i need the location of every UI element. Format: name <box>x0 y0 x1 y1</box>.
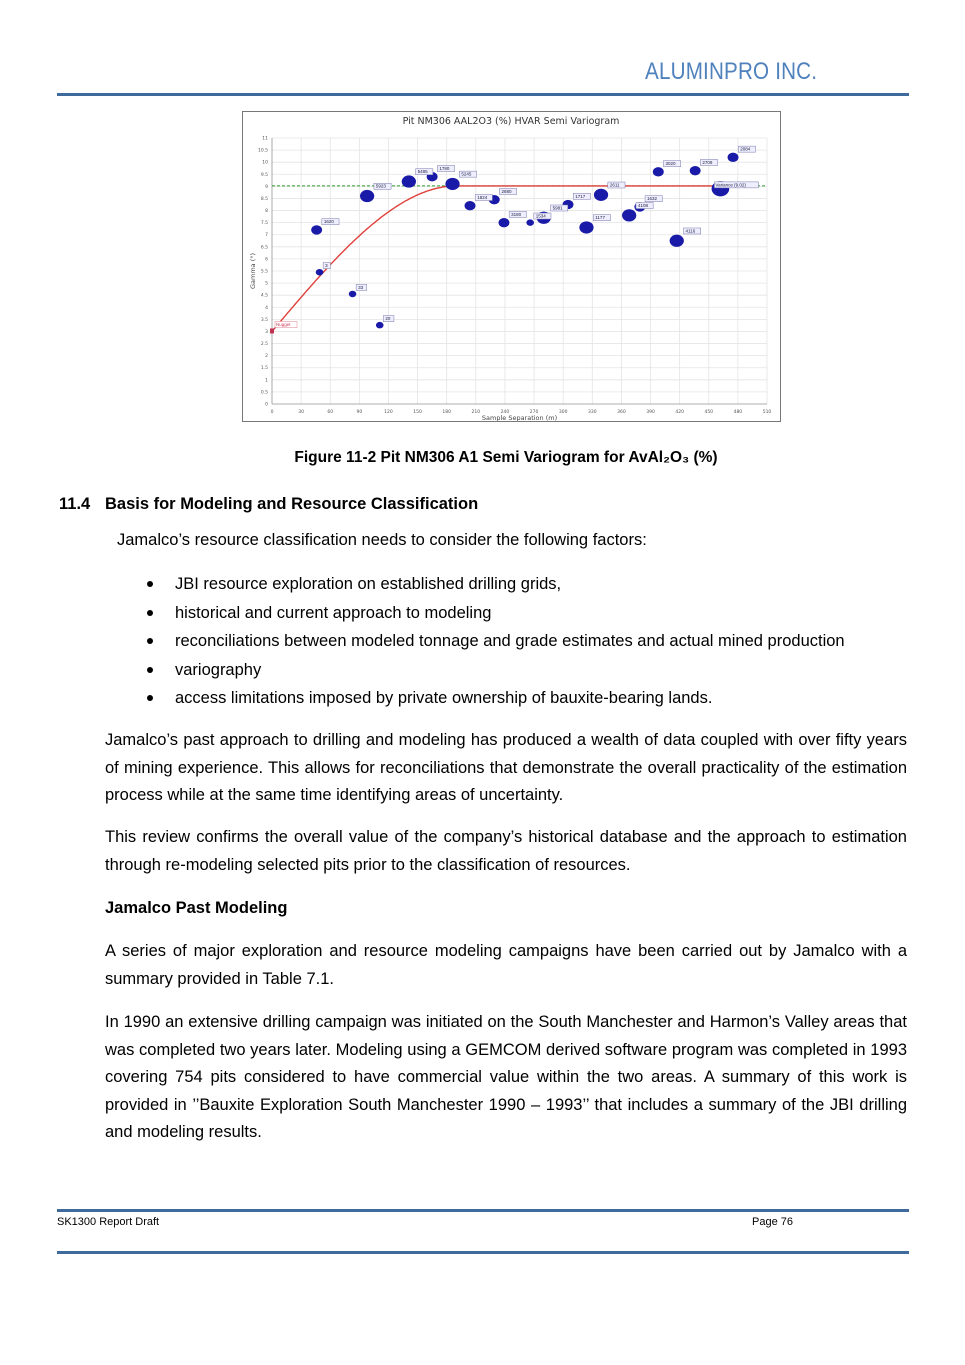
point-label: 2084 <box>740 146 751 152</box>
x-tick-label: 150 <box>413 410 422 415</box>
y-tick-label: 0 <box>265 402 268 408</box>
x-tick-label: 180 <box>442 410 452 415</box>
variogram-chart <box>242 111 781 422</box>
point-label: 2709 <box>702 159 713 165</box>
x-tick-label: 360 <box>617 410 626 415</box>
data-point <box>690 166 701 175</box>
y-tick-label: 8.5 <box>260 196 268 202</box>
data-point <box>622 209 636 221</box>
footer-rule-top <box>57 1209 909 1212</box>
data-point <box>376 322 384 328</box>
y-tick-label: 7.5 <box>260 221 268 227</box>
x-tick-label: 480 <box>733 410 743 415</box>
y-tick-label: 1.5 <box>260 366 268 372</box>
x-tick-label: 300 <box>558 410 568 415</box>
sill-label: Variance (9.02) <box>715 182 746 188</box>
y-tick-label: 11 <box>262 136 268 142</box>
point-label: 33 <box>358 284 364 290</box>
data-point <box>311 225 322 234</box>
y-tick-label: 2.5 <box>260 342 268 348</box>
y-tick-label: 7 <box>265 233 268 239</box>
y-tick-label: 4.5 <box>260 293 268 299</box>
point-label: 3020 <box>665 161 676 167</box>
paragraph-3: A series of major exploration and resource modeling campaigns have been carried out by Jamalco with a summary provided in Table 7.1. <box>105 942 907 988</box>
x-tick-label: 60 <box>327 410 334 415</box>
nugget-marker <box>270 328 274 333</box>
y-tick-label: 9.5 <box>260 172 268 178</box>
y-axis-label: Gamma (°) <box>249 252 257 290</box>
data-point <box>349 291 357 297</box>
x-tick-label: 510 <box>762 410 772 415</box>
y-tick-label: 3 <box>265 329 268 335</box>
data-point <box>728 153 739 162</box>
x-tick-label: 90 <box>356 410 363 415</box>
intro-text: Jamalco’s resource classification needs to consider the following factors: <box>117 531 647 549</box>
section-heading <box>59 495 478 514</box>
data-point <box>594 189 608 201</box>
point-label: 5923 <box>375 183 386 189</box>
data-point <box>360 190 374 202</box>
section-number: 11.4 <box>59 495 91 513</box>
x-tick-label: 30 <box>298 410 304 415</box>
y-tick-label: 6 <box>265 257 268 263</box>
list-item: access limitations imposed by private ownership of bauxite-bearing lands. <box>150 684 845 713</box>
y-tick-label: 10 <box>262 160 268 166</box>
list-item: variography <box>150 656 845 685</box>
list-item: historical and current approach to modeling <box>150 599 845 628</box>
point-label: 1780 <box>439 165 450 171</box>
y-tick-label: 8 <box>265 209 268 215</box>
x-tick-label: 210 <box>471 410 481 415</box>
point-label: 20 <box>385 316 391 322</box>
figure-caption: Figure 11-2 Pit NM306 A1 Semi Variogram for AvAl₂O₃ (%) <box>294 449 718 466</box>
paragraph-1: Jamalco’s past approach to drilling and modeling has produced a wealth of data coupled with over fifty years of mining experience. This allows for reconciliations that demonstrate the overall practicality of the estimation process while at the same time identifying areas of uncertainty. <box>105 731 907 804</box>
point-label: 1717 <box>575 193 586 199</box>
x-tick-label: 450 <box>704 410 714 415</box>
point-label: 1632 <box>647 196 658 202</box>
chart-svg <box>243 112 780 421</box>
data-point <box>465 201 476 210</box>
point-label: 5981 <box>552 205 563 211</box>
x-tick-label: 270 <box>529 410 539 415</box>
point-label: 4108 <box>637 203 648 209</box>
y-tick-label: 5 <box>265 281 268 287</box>
point-label: 5485 <box>417 169 428 175</box>
factor-list <box>150 570 845 713</box>
x-axis-label: Sample Separation (m) <box>481 414 558 421</box>
chart-title: Pit NM306 AAL2O3 (%) HVAR Semi Variogram <box>402 116 620 127</box>
point-label: 1620 <box>323 219 334 225</box>
list-item: JBI resource exploration on established drilling grids, <box>150 570 845 599</box>
y-tick-label: 3.5 <box>260 317 268 323</box>
header-rule <box>57 93 909 96</box>
data-point <box>653 167 664 176</box>
y-tick-label: 1 <box>265 378 268 384</box>
point-label: 1824 <box>477 195 488 201</box>
subheading: Jamalco Past Modeling <box>105 899 288 917</box>
point-label: 3180 <box>511 211 522 217</box>
y-tick-label: 6.5 <box>260 245 268 251</box>
x-tick-label: 420 <box>675 410 684 415</box>
point-label: 5245 <box>461 171 472 177</box>
data-point <box>402 175 416 187</box>
data-point <box>670 235 684 247</box>
data-point <box>526 219 534 225</box>
point-label: 3 <box>325 263 328 269</box>
footer-page: Page 76 <box>752 1216 793 1228</box>
data-point <box>316 269 324 275</box>
point-label: 4116 <box>685 228 696 234</box>
footer-rule-bottom <box>57 1251 909 1254</box>
section-title: Basis for Modeling and Resource Classification <box>105 495 479 513</box>
company-header: ALUMINPRO INC. <box>644 58 817 85</box>
y-tick-label: 2 <box>265 354 268 360</box>
nugget-label: Nugget <box>276 321 291 327</box>
y-tick-label: 9 <box>265 184 268 190</box>
x-tick-label: 120 <box>384 410 393 415</box>
point-label: 1177 <box>595 215 605 221</box>
data-point <box>499 218 510 227</box>
x-tick-label: 390 <box>646 410 655 415</box>
footer-left: SK1300 Report Draft <box>57 1216 160 1228</box>
x-tick-label: 330 <box>587 410 597 415</box>
y-tick-label: 0.5 <box>260 390 268 396</box>
x-tick-label: 0 <box>270 410 274 415</box>
data-point <box>445 178 459 190</box>
y-tick-label: 4 <box>265 305 268 311</box>
point-label: 1534 <box>535 213 546 219</box>
paragraph-4: In 1990 an extensive drilling campaign was initiated on the South Manchester and Harmon’s Valley areas that was completed two years later. Modeling using a GEMCOM derived software program was completed in 1993 covering 754 pits considered to have commercial value within the two areas. A summary of this work is provided in ’’Bauxite Exploration South Manchester 1990 – 1993’’ that includes a summary of the JBI drilling and modeling results. <box>105 1013 907 1141</box>
point-label: 2880 <box>501 188 512 194</box>
paragraph-2: This review confirms the overall value of the company’s historical database and the approach to estimation through re-modeling selected pits prior to the classification of resources. <box>105 828 907 874</box>
x-tick-label: 240 <box>500 410 510 415</box>
y-tick-label: 5.5 <box>260 269 268 275</box>
data-point <box>579 221 593 233</box>
y-tick-label: 10.5 <box>257 148 268 154</box>
point-label: 2611 <box>609 182 620 188</box>
list-item: reconciliations between modeled tonnage and grade estimates and actual mined production <box>150 627 845 656</box>
